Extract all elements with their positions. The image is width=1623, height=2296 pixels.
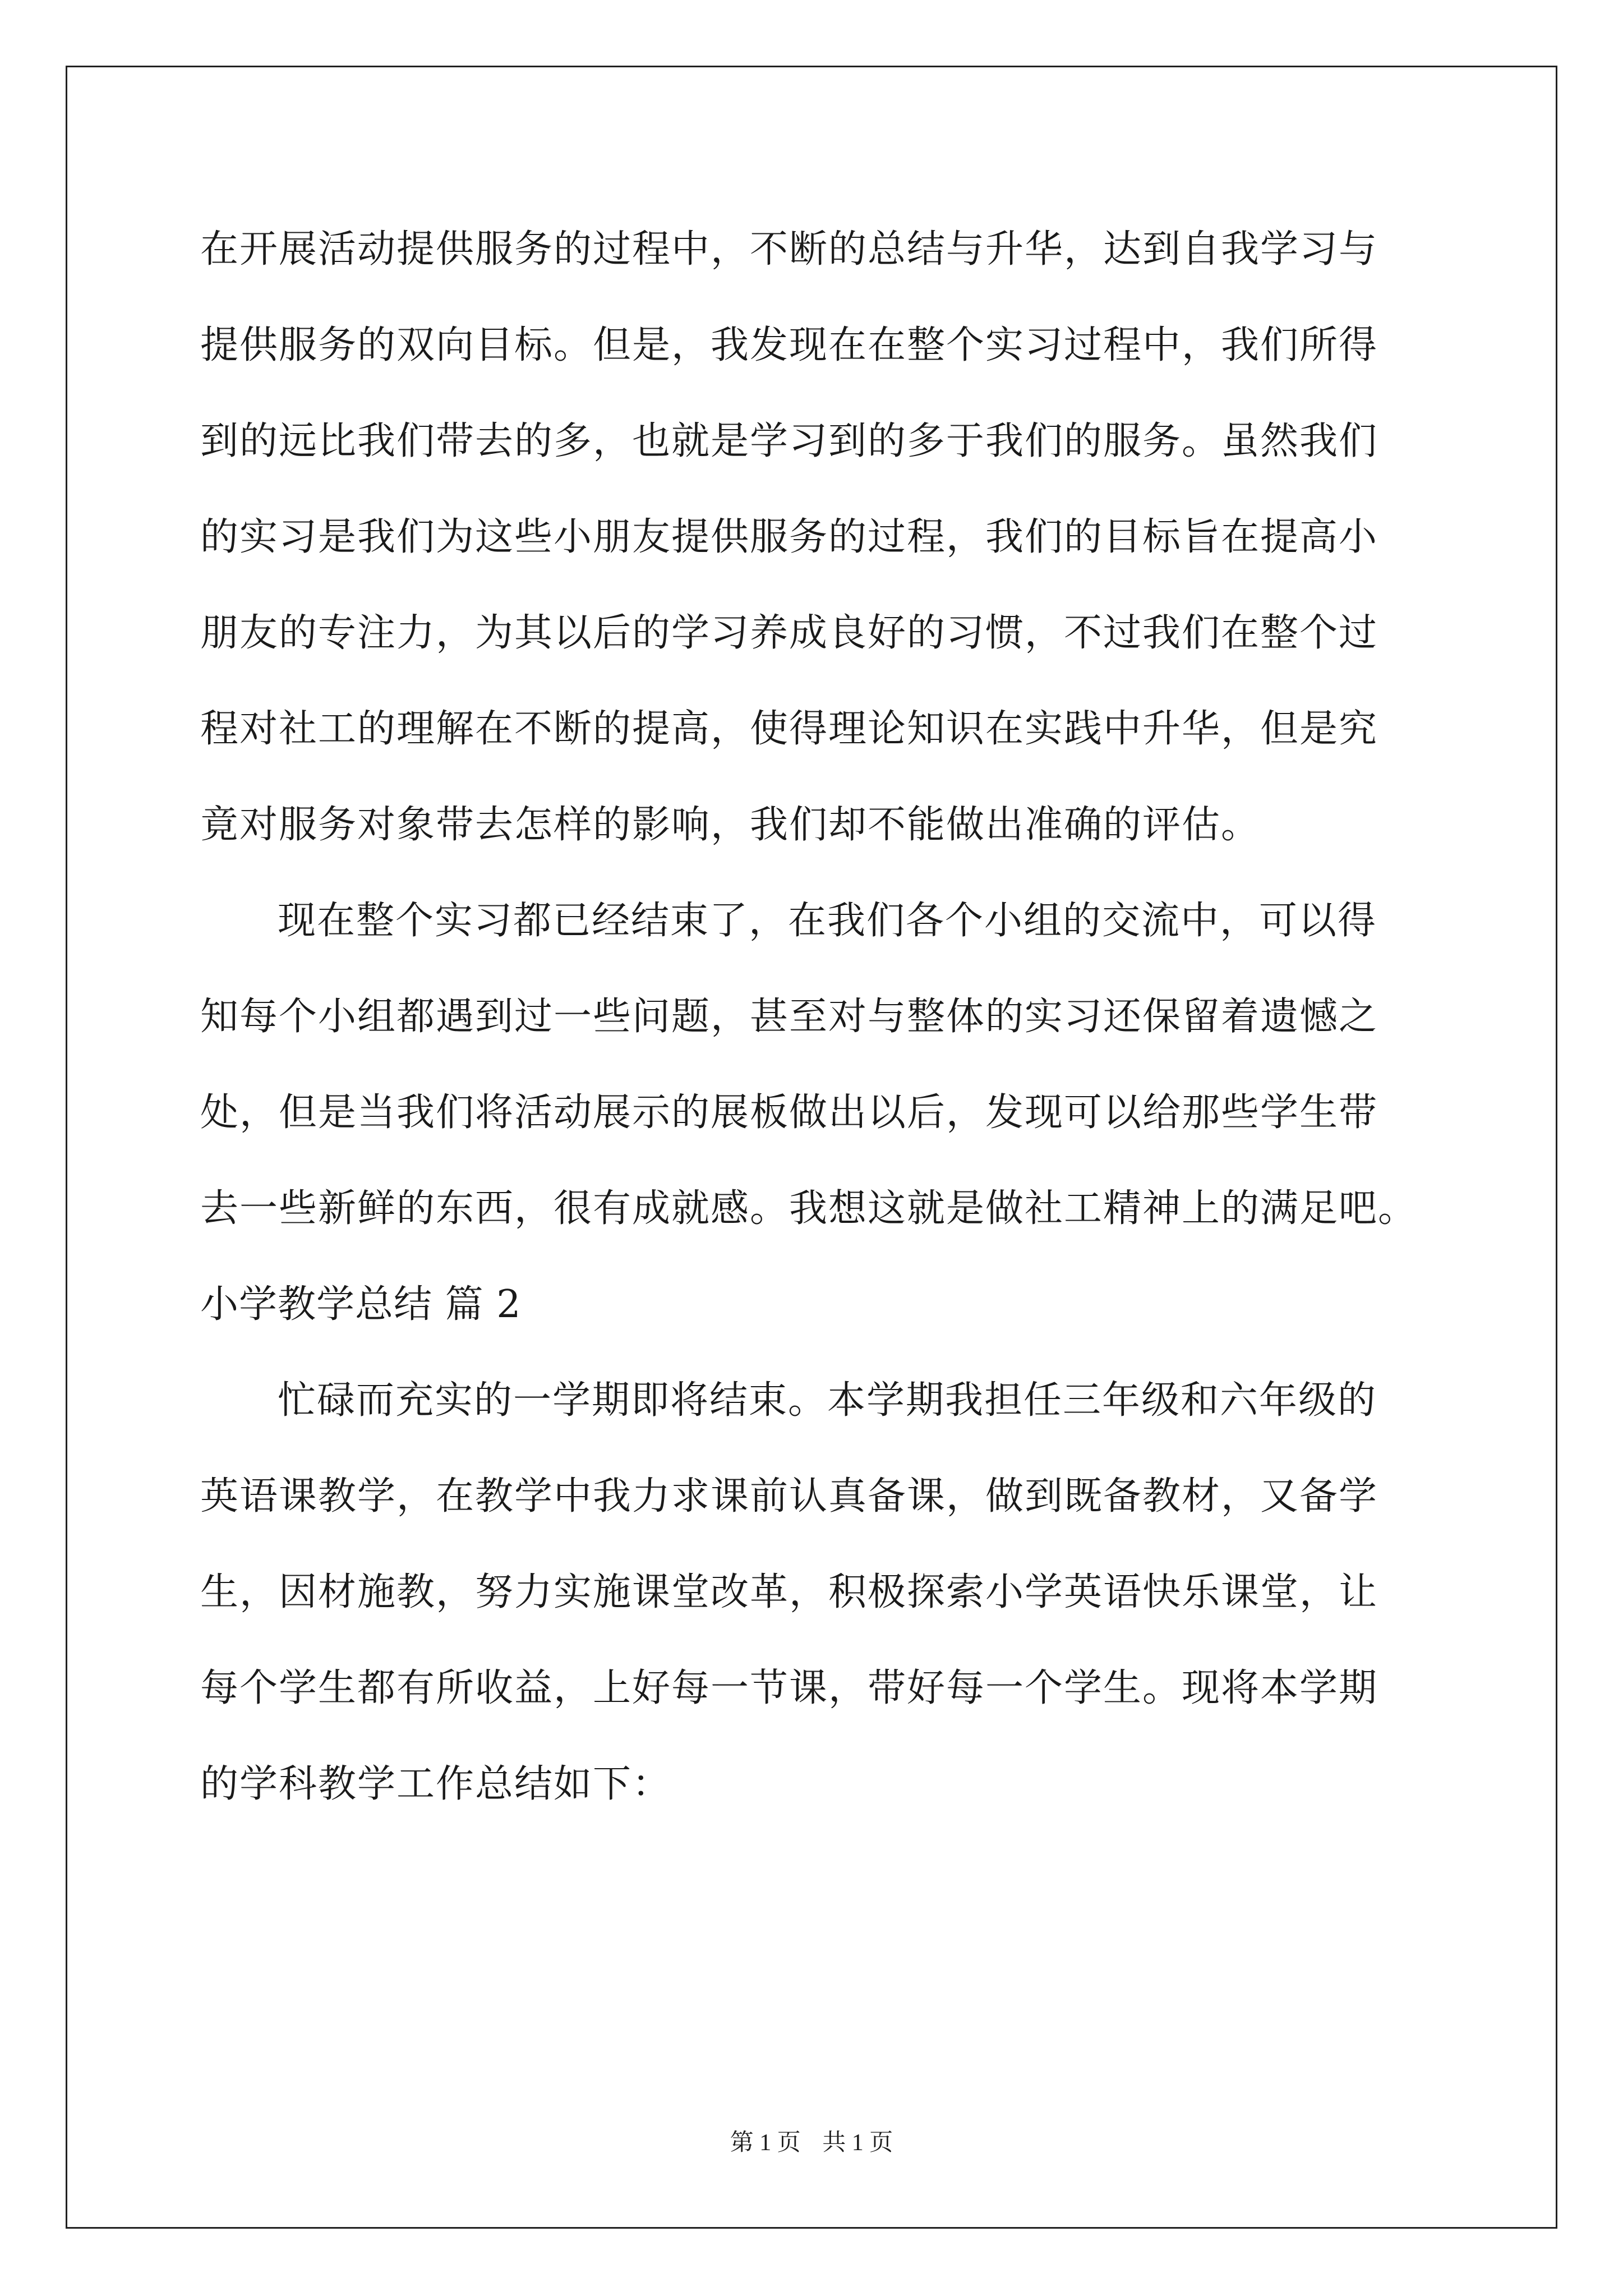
- page-number: 第 1 页: [730, 2130, 801, 2156]
- paragraph-first-line: 现在整个实习都已经结束了，在我们各个小组的交流中，可以得: [278, 899, 1377, 943]
- text-line: 英语课教学，在教学中我力求课前认真备课，做到既备教材，又备学: [200, 1474, 1378, 1519]
- document-body: [200, 216, 1434, 1847]
- text-line: 每个学生都有所收益，上好每一节课，带好每一个学生。现将本学期: [200, 1666, 1378, 1710]
- text-line: 去一些新鲜的东西，很有成就感。我想这就是做社工精神上的满足吧。: [200, 1186, 1418, 1231]
- paragraph-first-line: 忙碌而充实的一学期即将结束。本学期我担任三年级和六年级的: [278, 1378, 1377, 1423]
- text-line: 在开展活动提供服务的过程中，不断的总结与升华，达到自我学习与: [200, 227, 1378, 272]
- section-heading: 小学教学总结 篇 2: [200, 1282, 522, 1327]
- page-total: 共 1 页: [822, 2130, 893, 2156]
- text-line: 生，因材施教，努力实施课堂改革，积极探索小学英语快乐课堂，让: [200, 1570, 1378, 1614]
- text-line: 知每个小组都遇到过一些问题，甚至对与整体的实习还保留着遗憾之: [200, 995, 1378, 1039]
- text-line: 的学科教学工作总结如下：: [200, 1762, 672, 1806]
- page-footer: [0, 2126, 1623, 2160]
- text-line: 处，但是当我们将活动展示的展板做出以后，发现可以给那些学生带: [200, 1091, 1378, 1135]
- text-line: 的实习是我们为这些小朋友提供服务的过程，我们的目标旨在提高小: [200, 515, 1378, 559]
- text-line: 程对社工的理解在不断的提高，使得理论知识在实践中升华，但是究: [200, 707, 1378, 751]
- text-line: 到的远比我们带去的多，也就是学习到的多于我们的服务。虽然我们: [200, 419, 1378, 463]
- text-line: 竟对服务对象带去怎样的影响，我们却不能做出准确的评估。: [200, 803, 1261, 847]
- text-line: 朋友的专注力，为其以后的学习养成良好的习惯，不过我们在整个过: [200, 611, 1378, 655]
- text-line: 提供服务的双向目标。但是，我发现在在整个实习过程中，我们所得: [200, 323, 1378, 367]
